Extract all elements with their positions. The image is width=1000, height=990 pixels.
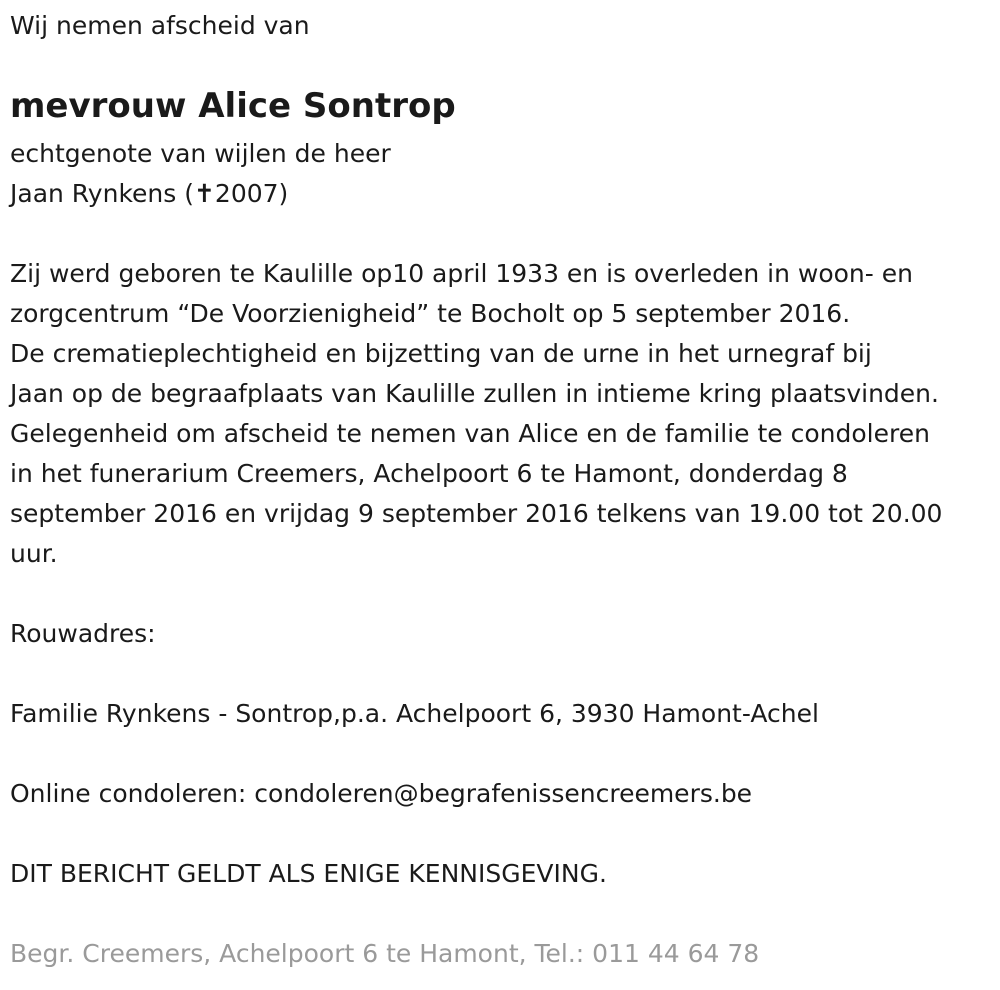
body-line: Gelegenheid om afscheid te nemen van Alice en de familie te condoleren <box>10 419 930 448</box>
spouse-line: Jaan Rynkens (✝2007) <box>10 179 289 208</box>
body-line: Jaan op de begraafplaats van Kaulille zullen in intieme kring plaatsvinden. <box>10 379 939 408</box>
notice-body <box>10 254 942 574</box>
spouse-line: echtgenote van wijlen de heer <box>10 139 391 168</box>
body-line: uur. <box>10 539 58 568</box>
body-line: zorgcentrum “De Voorzienigheid” te Bocholt op 5 september 2016. <box>10 299 851 328</box>
body-line: september 2016 en vrijdag 9 september 2016 telkens van 19.00 tot 20.00 <box>10 499 943 528</box>
funeral-home-footer: Begr. Creemers, Achelpoort 6 te Hamont, Tel.: 011 44 64 78 <box>10 939 760 968</box>
sole-notice-statement: DIT BERICHT GELDT ALS ENIGE KENNISGEVING. <box>10 859 607 888</box>
online-condolences <box>10 774 752 814</box>
condolence-email-link[interactable]: condoleren@begrafenissencreemers.be <box>254 779 753 808</box>
intro-text: Wij nemen afscheid van <box>10 11 310 40</box>
online-condolences-label: Online condoleren: <box>10 779 255 808</box>
body-line: De crematieplechtigheid en bijzetting van de urne in het urnegraf bij <box>10 339 872 368</box>
body-line: in het funerarium Creemers, Achelpoort 6 te Hamont, donderdag 8 <box>10 459 848 488</box>
body-line: Zij werd geboren te Kaulille op10 april 1933 en is overleden in woon- en <box>10 259 913 288</box>
spouse-info <box>10 134 391 214</box>
deceased-name: mevrouw Alice Sontrop <box>10 86 456 126</box>
address-label: Rouwadres: <box>10 619 156 648</box>
mourning-address: Familie Rynkens - Sontrop,p.a. Achelpoort 6, 3930 Hamont-Achel <box>10 699 819 728</box>
